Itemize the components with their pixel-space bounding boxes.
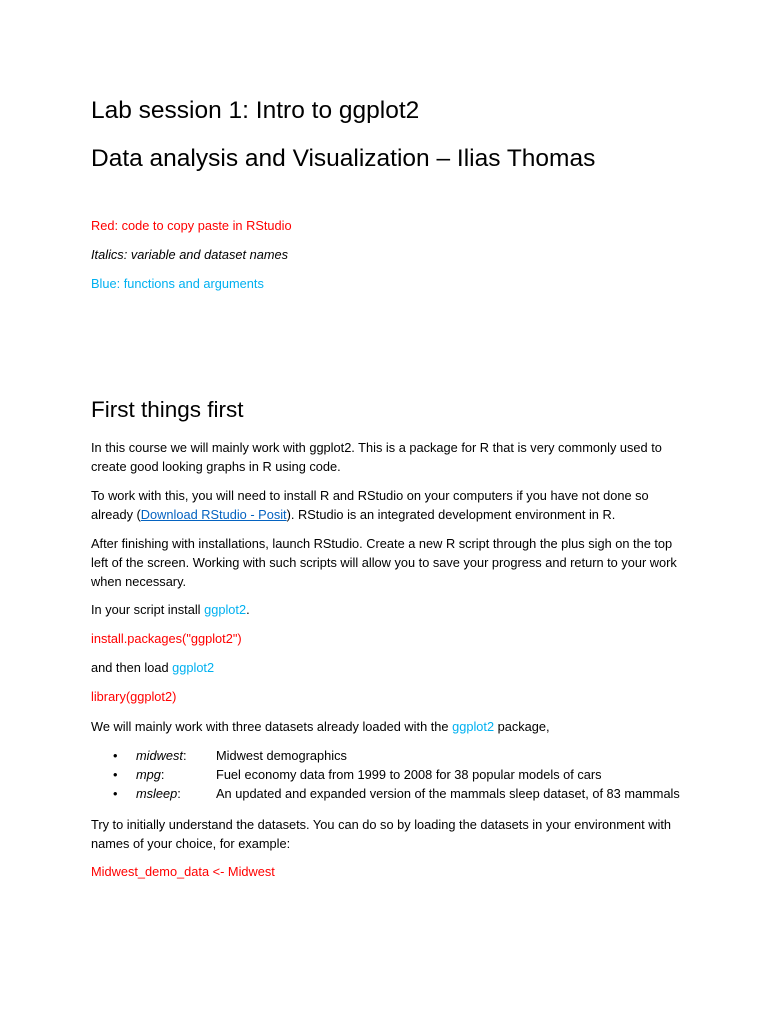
paragraph-script-install-text: In your script install (91, 602, 205, 617)
dataset-colon: : (177, 786, 181, 801)
function-ggplot2: ggplot2 (452, 719, 495, 734)
paragraph-launch: After finishing with installations, launch RStudio. Create a new R script through the plus sigh on the top left of the screen. Working with such scripts will allow you to save your progress and return to your work when necessary. (91, 536, 677, 589)
paragraph-datasets-end: package, (494, 719, 550, 734)
legend-red: Red: code to copy paste in RStudio (91, 218, 292, 233)
paragraph-datasets (91, 717, 687, 736)
paragraph-install-text-end: ). RStudio is an integrated development environment in R. (286, 507, 616, 522)
paragraph-load-text: and then load (91, 660, 173, 675)
bullet-icon: • (113, 786, 118, 801)
dataset-description: An updated and expanded version of the mammals sleep dataset, of 83 mammals (216, 786, 680, 801)
document-title: Lab session 1: Intro to ggplot2 (91, 97, 420, 124)
paragraph-load (91, 658, 687, 677)
dataset-colon: : (182, 748, 187, 763)
dataset-name (136, 765, 164, 784)
document-subtitle: Data analysis and Visualization – Ilias Thomas (91, 145, 596, 172)
paragraph-datasets-text: We will mainly work with three datasets already loaded with the (91, 719, 453, 734)
code-midwest-assign: Midwest_demo_data <- Midwest (91, 864, 275, 879)
bullet-icon: • (113, 748, 118, 763)
dataset-name-text: mpg (136, 767, 161, 782)
paragraph-script-install-end: . (246, 602, 250, 617)
download-rstudio-link[interactable]: Download RStudio - Posit (140, 507, 287, 522)
section-heading: First things first (91, 397, 244, 422)
dataset-name-text: midwest (136, 748, 183, 763)
legend-italics: Italics: variable and dataset names (91, 247, 289, 262)
legend-blue: Blue: functions and arguments (91, 276, 264, 291)
dataset-name (136, 784, 181, 803)
dataset-name (136, 746, 187, 765)
dataset-name-text: msleep (136, 786, 178, 801)
paragraph-intro: In this course we will mainly work with ggplot2. This is a package for R that is very commonly used to create good looking graphs in R using code. (91, 440, 662, 474)
dataset-description: Fuel economy data from 1999 to 2008 for 38 popular models of cars (216, 767, 602, 782)
paragraph-script-install (91, 600, 687, 619)
dataset-colon: : (160, 767, 165, 782)
paragraph-understand: Try to initially understand the datasets. You can do so by loading the datasets in your environment with names of your choice, for example: (91, 817, 672, 851)
code-install-packages: install.packages("ggplot2") (91, 631, 242, 646)
code-library: library(ggplot2) (91, 689, 177, 704)
dataset-description: Midwest demographics (216, 748, 347, 763)
function-ggplot2: ggplot2 (172, 660, 215, 675)
paragraph-install (91, 486, 687, 524)
bullet-icon: • (113, 767, 118, 782)
paragraph-install-text: To work with this, you will need to install R and RStudio on your computers if you have not done so already ( (91, 488, 649, 522)
function-ggplot2: ggplot2 (204, 602, 247, 617)
